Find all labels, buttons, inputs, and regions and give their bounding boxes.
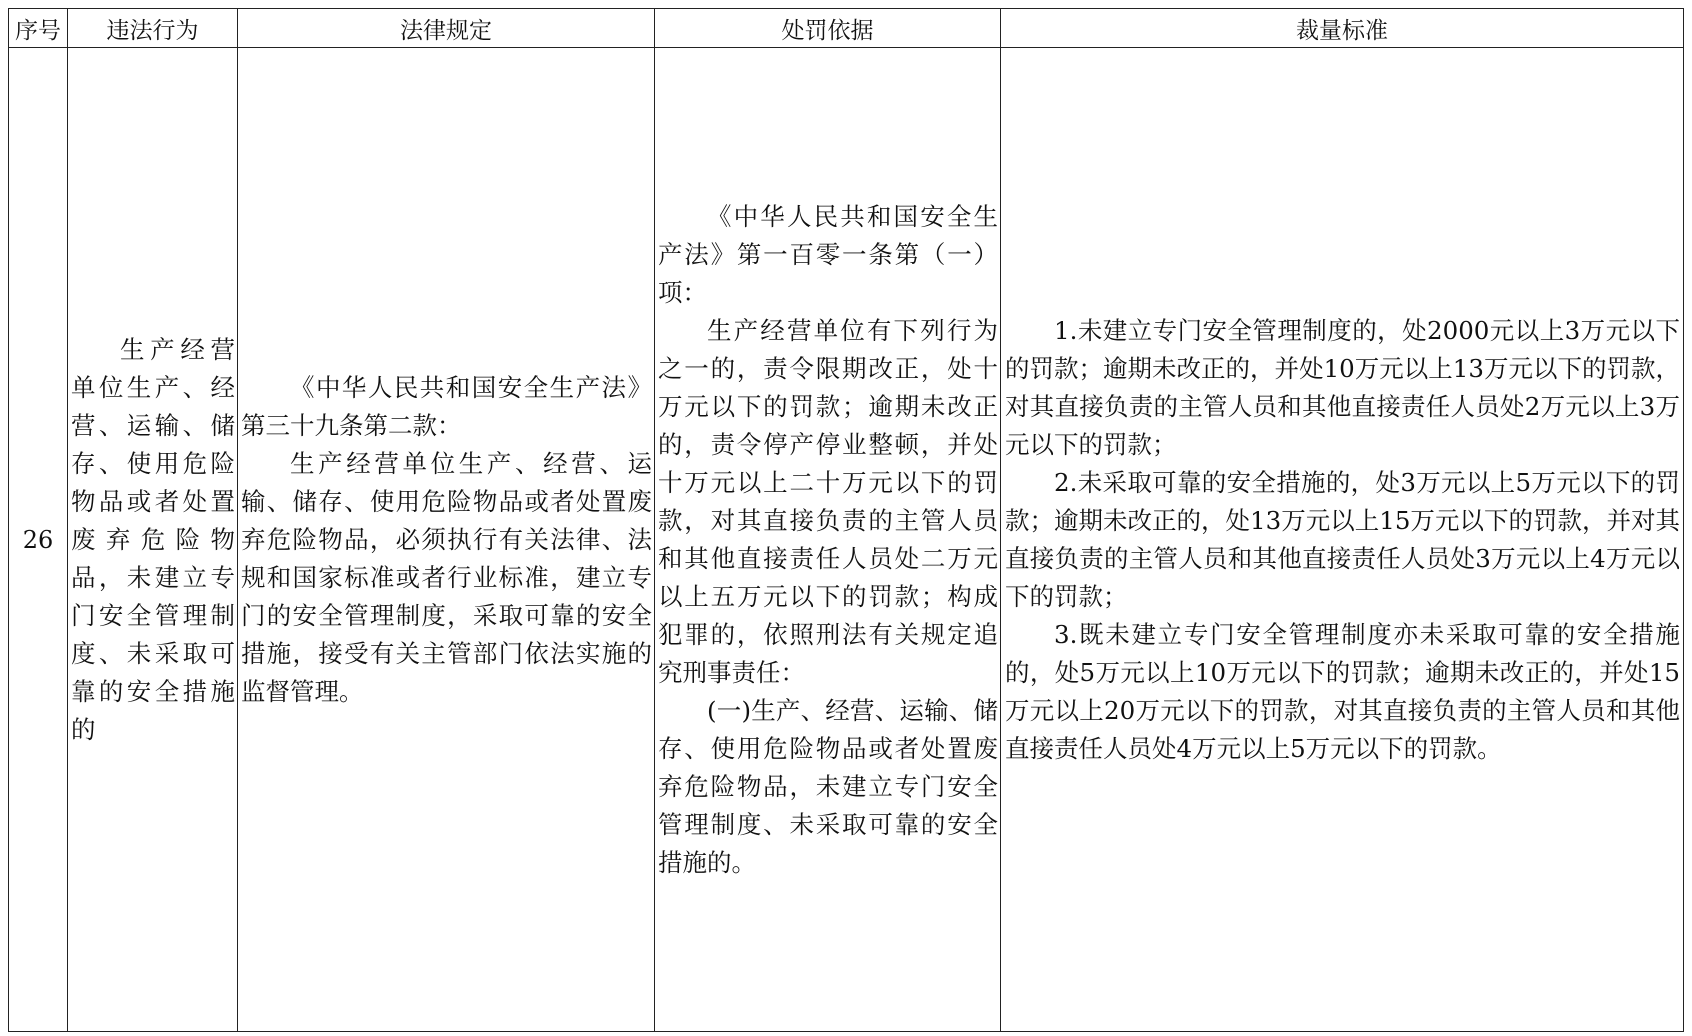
cell-violation bbox=[69, 49, 237, 1031]
cell-penalty-basis bbox=[656, 49, 1000, 1031]
header-penalty-basis: 处罚依据 bbox=[781, 17, 874, 44]
header-legal-provision: 法律规定 bbox=[400, 17, 492, 44]
header-divider bbox=[9, 47, 1683, 48]
discretion-item: 3.既未建立专门安全管理制度亦未采取可靠的安全措施的，处5万元以上10万元以下的罚款；逾期未改正的，并处15万元以上20万元以下的罚款，对其直接负责的主管人员和其他直接责任人员处4万元以上5万元以下的罚款。 bbox=[1005, 620, 1680, 763]
penalty-table bbox=[8, 8, 1684, 1032]
cell-legal-provision bbox=[239, 49, 654, 1031]
legal-provision-paragraph: 《中华人民共和国安全生产法》第三十九条第二款： bbox=[241, 373, 652, 440]
column-divider bbox=[1000, 9, 1001, 1031]
legal-provision-paragraph: 生产经营单位生产、经营、运输、储存、使用危险物品或者处置废弃危险物品，必须执行有关法律、法规和国家标准或者行业标准，建立专门的安全管理制度，采取可靠的安全措施，接受有关主管部门依法实施的监督管理。 bbox=[241, 449, 652, 706]
penalty-basis-paragraph: 生产经营单位有下列行为之一的，责令限期改正，处十万元以下的罚款；逾期未改正的，责令停产停业整顿，并处十万元以上二十万元以下的罚款，对其直接负责的主管人员和其他直接责任人员处二万元以上五万元以下的罚款；构成犯罪的，依照刑法有关规定追究刑事责任： bbox=[658, 316, 998, 687]
header-violation: 违法行为 bbox=[106, 17, 199, 44]
table-grid bbox=[9, 9, 1683, 1031]
penalty-basis-paragraph: 《中华人民共和国安全生产法》第一百零一条第（一）项： bbox=[658, 202, 998, 307]
header-discretion-standard: 裁量标准 bbox=[1296, 17, 1388, 44]
discretion-item: 2.未采取可靠的安全措施的，处3万元以上5万元以下的罚款；逾期未改正的，处13万元以上15万元以下的罚款，并对其直接负责的主管人员和其他直接责任人员处3万元以上4万元以下的罚款； bbox=[1005, 468, 1680, 611]
row-number: 26 bbox=[22, 526, 54, 554]
header-index: 序号 bbox=[15, 17, 61, 44]
penalty-basis-paragraph: (一)生产、经营、运输、储存、使用危险物品或者处置废弃危险物品，未建立专门安全管理制度、未采取可靠的安全措施的。 bbox=[658, 696, 998, 877]
violation-text: 生产经营单位生产、经营、运输、储存、使用危险物品或者处置废弃危险物品，未建立专门安全管理制度、未采取可靠的安全措施的 bbox=[71, 335, 235, 744]
column-divider bbox=[237, 9, 238, 1031]
cell-discretion-standard bbox=[1002, 49, 1683, 1031]
column-divider bbox=[654, 9, 655, 1031]
discretion-item: 1.未建立专门安全管理制度的，处2000元以上3万元以下的罚款；逾期未改正的，并处10万元以上13万元以下的罚款，对其直接负责的主管人员和其他直接责任人员处2万元以上3万元以下的罚款； bbox=[1005, 316, 1680, 459]
column-divider bbox=[67, 9, 68, 1031]
cell-index bbox=[9, 49, 67, 1031]
